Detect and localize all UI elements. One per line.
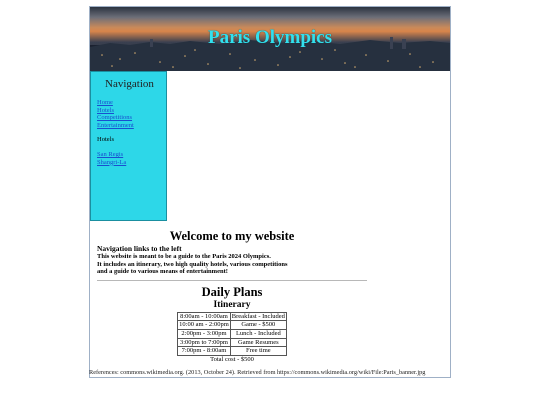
nav-links [97, 99, 134, 129]
daily-plans-heading: Daily Plans [201, 284, 263, 299]
nav-link-hotels[interactable]: Hotels [97, 106, 114, 114]
banner-title: Paris Olympics [207, 27, 333, 48]
intro-line-1: This website is meant to be a guide to the Paris 2024 Olympics. [97, 253, 271, 260]
itinerary-table [177, 312, 287, 356]
time-cell: 10:00 am - 2:00pm [179, 321, 229, 329]
hotel-link-san-regis[interactable]: San Regis [97, 151, 124, 158]
nav-link-home[interactable]: Home [97, 99, 113, 106]
intro-line-2: It includes an itinerary, two high quality hotels, various competitions [97, 260, 288, 268]
navigation-sidebar [90, 71, 167, 221]
total-cost: Total cost - $500 [210, 355, 254, 363]
time-cell: 8:00am - 10:00am [178, 312, 231, 321]
time-cell: 2:00pm - 3:00pm [178, 329, 231, 338]
activity-cell: Lunch - Included [230, 329, 286, 338]
intro-line-3: and a guide to various means of entertainment! [97, 268, 228, 276]
nav-hint: Navigation links to the left [97, 244, 182, 253]
activity-cell: Game Resumes [230, 338, 286, 347]
itinerary-heading: Itinerary [213, 299, 251, 310]
intro-text [97, 244, 367, 276]
nav-link-entertainment[interactable]: Entertainment [97, 121, 134, 129]
references-text: References: commons.wikimedia.org. (2013, October 24). Retrieved from https://commons.wikimedia.org/wiki/File:Paris_banner.jpg [89, 369, 426, 376]
nav-link-competitions[interactable]: Competitions [97, 114, 133, 122]
hotel-links [97, 151, 126, 166]
hotel-link-shangri-la[interactable]: Shangri-La [97, 158, 127, 166]
time-cell: 7:00pm - 8:00am [178, 347, 231, 356]
welcome-heading: Welcome to my website [169, 229, 295, 243]
hotels-label: Hotels [97, 136, 114, 143]
table-row [178, 329, 287, 338]
activity-cell: Game - $500 [230, 321, 286, 330]
time-cell: 3:00pm to 7:00pm [178, 338, 231, 347]
activity-cell: Breakfast - Included [231, 312, 285, 320]
divider [97, 280, 367, 281]
activity-cell: Free time [230, 347, 286, 356]
nav-title: Navigation [105, 78, 154, 90]
table-row [178, 321, 287, 330]
table-row [178, 312, 287, 321]
paris-banner-image [90, 7, 450, 71]
page-container [89, 6, 451, 378]
table-row [178, 338, 287, 347]
main-content [97, 229, 367, 363]
table-row [178, 347, 287, 356]
